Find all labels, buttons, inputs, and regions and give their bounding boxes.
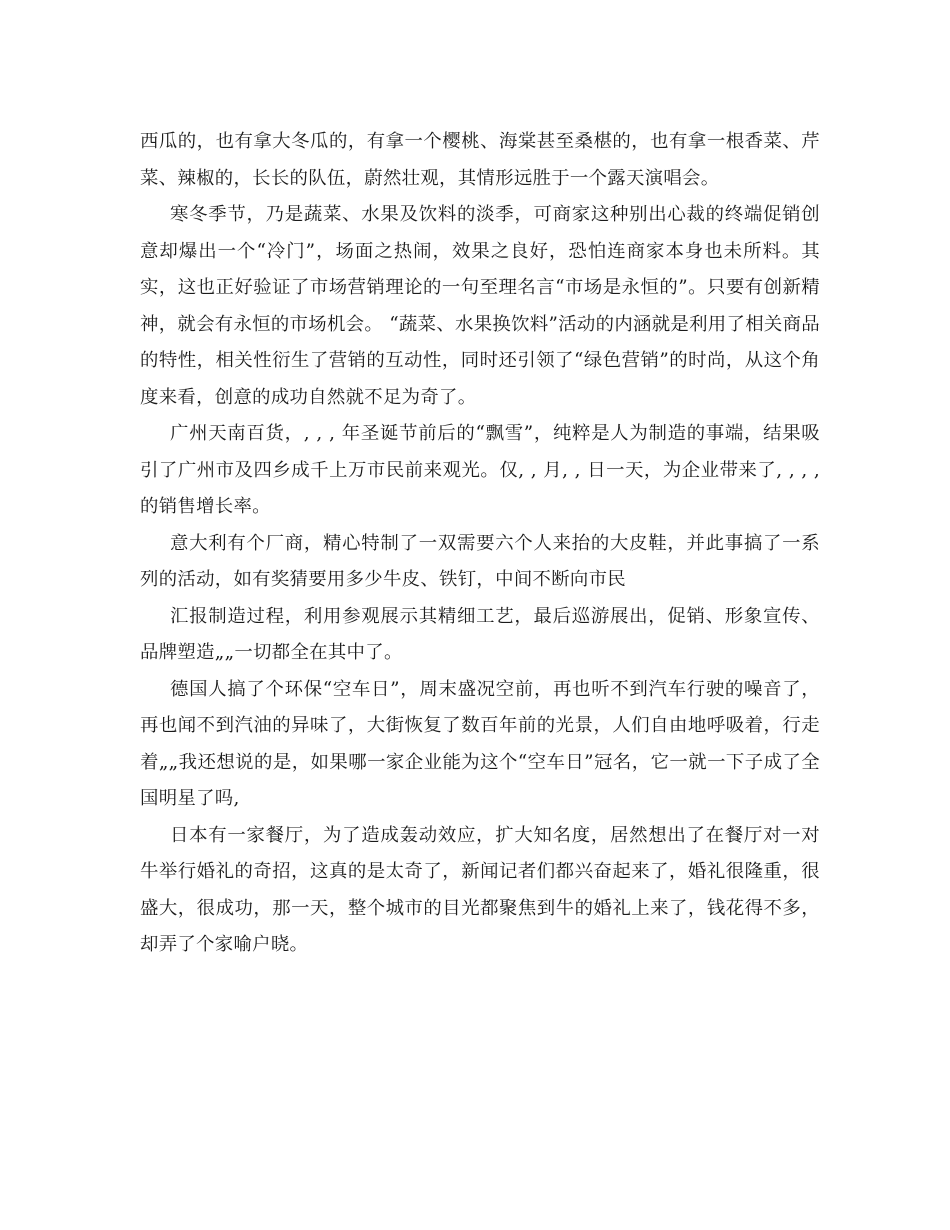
paragraph-6: 德国人搞了个环保“空车日”，周末盛况空前，再也听不到汽车行驶的噪音了，再也闻不到汽油的异味了，大街恢复了数百年前的光景，人们自由地呼吸着，行走着„„我还想说的是，如果哪一家企业能为这个“空车日”冠名，它一就一下子成了全国明星了吗, [140, 678, 820, 809]
paragraph-5: 汇报制造过程，利用参观展示其精细工艺，最后巡游展出，促销、形象宣传、品牌塑造„„一切都全在其中了。 [140, 605, 820, 663]
paragraph-7: 日本有一家餐厅，为了造成轰动效应，扩大知名度，居然想出了在餐厅对一对牛举行婚礼的奇招，这真的是太奇了，新闻记者们都兴奋起来了，婚礼很隆重，很盛大，很成功，那一天，整个城市的目光都聚焦到牛的婚礼上来了，钱花得不多，却弄了个家喻户晓。 [140, 824, 820, 955]
paragraph-2: 寒冬季节，乃是蔬菜、水果及饮料的淡季，可商家这种别出心裁的终端促销创意却爆出一个“冷门”，场面之热闹，效果之良好，恐怕连商家本身也未所料。其实，这也正好验证了市场营销理论的一句至理名言“市场是永恒的”。只要有创新精神，就会有永恒的市场机会。 “蔬菜、水果换饮料”活动的内涵就是利用了相关商品的特性，相关性衍生了营销的互动性，同时还引领了“绿色营销”的时尚，从这个角度来看，创意的成功自然就不足为奇了。 [140, 204, 820, 408]
paragraph-4: 意大利有个厂商，精心特制了一双需要六个人来抬的大皮鞋，并此事搞了一系列的活动，如有奖猜要用多少牛皮、铁钉，中间不断向市民 [140, 532, 820, 590]
paragraph-1: 西瓜的，也有拿大冬瓜的，有拿一个樱桃、海棠甚至桑椹的，也有拿一根香菜、芹菜、辣椒的，长长的队伍，蔚然壮观，其情形远胜于一个露天演唱会。 [140, 131, 820, 189]
body-text [140, 124, 820, 964]
paragraph-3: 广州天南百货，, , , 年圣诞节前后的“飘雪”，纯粹是人为制造的事端，结果吸引了广州市及四乡成千上万市民前来观光。仅, , 月, , 日一天，为企业带来了, , , , 的销售增长率。 [140, 423, 820, 517]
